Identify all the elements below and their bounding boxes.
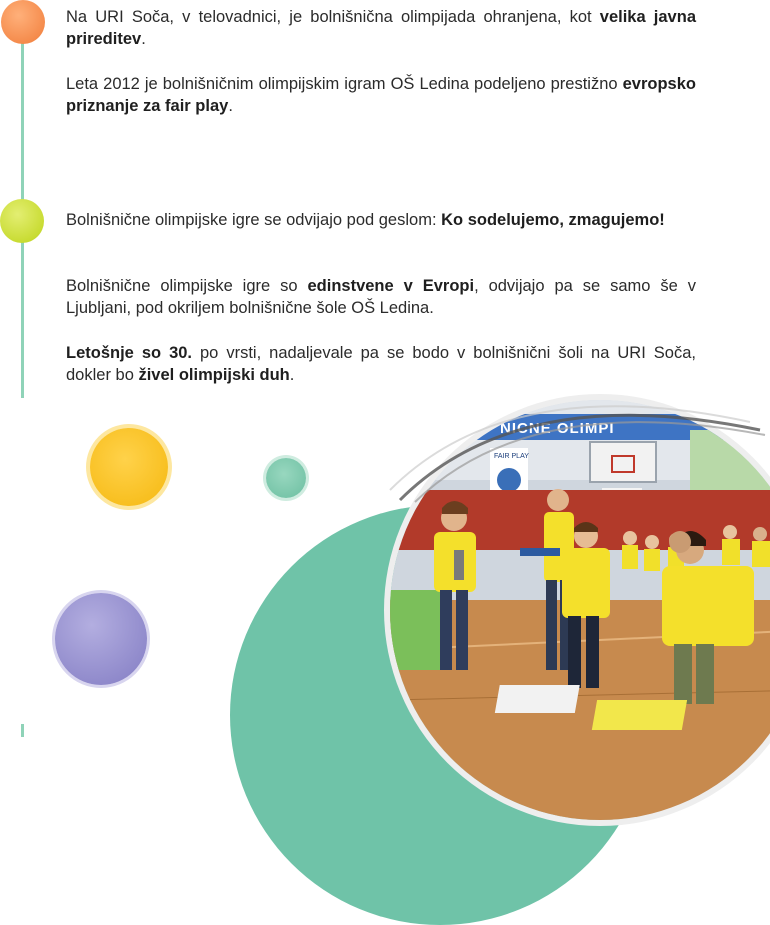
decorative-yellow-circle (90, 428, 168, 506)
timeline-line-end (21, 724, 24, 737)
svg-text:FAIR PLAY: FAIR PLAY (494, 453, 529, 460)
decorative-swoosh (360, 390, 770, 510)
paragraph-fair-play-award: Leta 2012 je bolnišničnim olimpijskim igram OŠ Ledina podeljeno prestižno evropsko priznanje za fair play. (66, 75, 696, 115)
timeline-bullet-orange (1, 0, 45, 44)
paragraph-uri-soca: Na URI Soča, v telovadnici, je bolnišnična olimpijada ohranjena, kot velika javna prireditev. (66, 8, 696, 48)
decorative-purple-circle (55, 593, 147, 685)
gym-banner-text: NICNE OLIMPI (500, 420, 615, 437)
paragraph-unique-in-europe: Bolnišnične olimpijske igre so edinstvene v Evropi, odvijajo pa se samo še v Ljubljani, pod okriljem bolnišnične šole OŠ Ledina. (66, 277, 696, 317)
timeline-bullet-lime (0, 199, 44, 243)
decorative-small-teal-circle (266, 458, 306, 498)
paragraph-motto: Bolnišnične olimpijske igre se odvijajo pod geslom: Ko sodelujemo, zmagujemo! (66, 211, 665, 229)
paragraph-30th-edition: Letošnje so 30. po vrsti, nadaljevale pa se bodo v bolnišnični šoli na URI Soča, dokler bo živel olimpijski duh. (66, 344, 696, 384)
